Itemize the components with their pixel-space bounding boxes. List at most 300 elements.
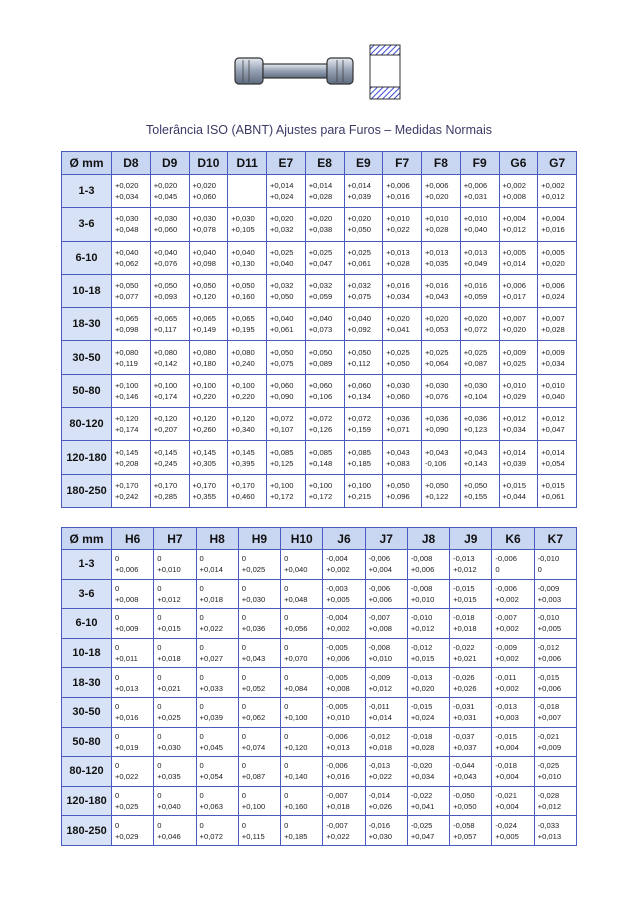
lower-deviation: +0,100 <box>153 380 178 390</box>
tolerance-cell <box>383 474 422 507</box>
lower-deviation: -0,020 <box>410 761 433 771</box>
upper-deviation: +0,050 <box>347 225 371 235</box>
upper-deviation: +0,057 <box>453 831 477 841</box>
upper-deviation: +0,040 <box>270 258 294 268</box>
row-header-range: 50-80 <box>62 727 112 757</box>
tolerance-cell <box>112 374 151 407</box>
lower-deviation: 0 <box>199 820 204 830</box>
tolerance-cell <box>499 175 538 208</box>
tolerance-cell <box>112 638 154 668</box>
tolerance-cell <box>365 786 407 816</box>
lower-deviation: -0,004 <box>326 554 348 564</box>
upper-deviation: +0,073 <box>308 325 333 335</box>
lower-deviation: +0,025 <box>463 347 488 357</box>
lower-deviation: +0,100 <box>270 480 294 490</box>
lower-deviation: +0,072 <box>270 414 294 424</box>
tolerance-cell <box>365 757 407 787</box>
tolerance-cell <box>228 175 267 208</box>
lower-deviation: +0,085 <box>270 447 294 457</box>
upper-deviation: +0,061 <box>270 325 294 335</box>
lower-deviation: -0,005 <box>326 702 348 712</box>
lower-deviation: +0,020 <box>347 214 371 224</box>
lower-deviation: -0,010 <box>537 554 560 564</box>
tolerance-cell <box>499 208 538 241</box>
tolerance-cell <box>460 474 499 507</box>
tolerance-cell <box>344 374 383 407</box>
lower-deviation: +0,020 <box>153 181 178 191</box>
lower-deviation: 0 <box>284 761 289 771</box>
upper-deviation: +0,056 <box>284 624 308 634</box>
column-header-f8: F8 <box>422 152 461 175</box>
upper-deviation: +0,015 <box>453 594 477 604</box>
upper-deviation: +0,025 <box>502 358 526 368</box>
lower-deviation: -0,058 <box>453 820 475 830</box>
tolerance-cell <box>189 408 228 441</box>
tolerance-cell <box>407 757 449 787</box>
lower-deviation: +0,170 <box>231 480 255 490</box>
tolerance-cell <box>238 786 280 816</box>
upper-deviation: +0,340 <box>231 425 255 435</box>
upper-deviation: +0,032 <box>270 225 294 235</box>
tolerance-cell <box>422 241 461 274</box>
upper-deviation: +0,016 <box>386 192 410 202</box>
lower-deviation: +0,065 <box>153 314 178 324</box>
lower-deviation: -0,013 <box>453 554 475 564</box>
upper-deviation: +0,034 <box>410 772 435 782</box>
hole-section-icon <box>370 45 400 99</box>
upper-deviation: +0,098 <box>192 258 216 268</box>
tolerance-cell <box>365 579 407 609</box>
lower-deviation: -0,004 <box>326 613 348 623</box>
upper-deviation: +0,089 <box>308 358 333 368</box>
lower-deviation: -0,021 <box>537 731 560 741</box>
upper-deviation: +0,041 <box>386 325 410 335</box>
lower-deviation: +0,020 <box>463 314 488 324</box>
lower-deviation: -0,007 <box>326 820 348 830</box>
upper-deviation: +0,220 <box>231 391 255 401</box>
upper-deviation: +0,018 <box>453 624 477 634</box>
row-header-range: 1-3 <box>62 550 112 580</box>
tolerance-cell <box>196 757 238 787</box>
lower-deviation: +0,032 <box>308 281 333 291</box>
lower-deviation: -0,014 <box>368 791 391 801</box>
upper-deviation: +0,028 <box>410 742 435 752</box>
tolerance-cell <box>238 757 280 787</box>
upper-deviation: +0,020 <box>502 325 526 335</box>
lower-deviation: +0,170 <box>115 480 139 490</box>
tolerance-cell <box>450 727 492 757</box>
upper-deviation: +0,002 <box>495 654 519 664</box>
lower-deviation: -0,013 <box>410 672 433 682</box>
tolerance-cell <box>422 208 461 241</box>
upper-deviation: +0,012 <box>157 594 181 604</box>
tolerance-cell <box>267 474 306 507</box>
lower-deviation: +0,080 <box>115 347 139 357</box>
upper-deviation: +0,016 <box>541 225 565 235</box>
lower-deviation: +0,100 <box>192 380 216 390</box>
lower-deviation: -0,006 <box>368 554 391 564</box>
upper-deviation: +0,013 <box>115 683 139 693</box>
lower-deviation: +0,036 <box>425 414 449 424</box>
lower-deviation: 0 <box>199 731 204 741</box>
lower-deviation: +0,050 <box>463 480 488 490</box>
tolerance-cell <box>238 727 280 757</box>
tolerance-cell <box>383 308 422 341</box>
tolerance-cell <box>112 727 154 757</box>
lower-deviation: -0,006 <box>368 583 391 593</box>
upper-deviation: +0,012 <box>537 802 562 812</box>
lower-deviation: +0,050 <box>425 480 449 490</box>
tolerance-cell <box>112 208 151 241</box>
lower-deviation: -0,010 <box>537 613 560 623</box>
tolerance-cell <box>228 208 267 241</box>
tolerance-cell <box>112 609 154 639</box>
tolerance-cell <box>383 208 422 241</box>
lower-deviation: -0,009 <box>537 583 560 593</box>
row-header-range: 3-6 <box>62 579 112 609</box>
tolerance-cell <box>323 816 365 846</box>
upper-deviation: +0,083 <box>386 458 410 468</box>
tolerance-cell <box>196 786 238 816</box>
upper-deviation: +0,134 <box>347 391 371 401</box>
upper-deviation: +0,018 <box>368 742 393 752</box>
tolerance-cell <box>492 697 534 727</box>
lower-deviation: +0,025 <box>425 347 449 357</box>
table-row <box>62 550 577 580</box>
upper-deviation: +0,010 <box>368 654 393 664</box>
upper-deviation: +0,024 <box>270 192 294 202</box>
upper-deviation: +0,029 <box>115 831 139 841</box>
upper-deviation: +0,040 <box>157 802 181 812</box>
lower-deviation: +0,040 <box>270 314 294 324</box>
tolerance-cell <box>534 668 576 698</box>
row-header-range: 18-30 <box>62 308 112 341</box>
upper-deviation: +0,062 <box>241 713 266 723</box>
lower-deviation: -0,044 <box>453 761 475 771</box>
tolerance-cell <box>450 786 492 816</box>
lower-deviation: -0,008 <box>368 643 391 653</box>
lower-deviation: +0,050 <box>347 347 371 357</box>
lower-deviation: -0,018 <box>453 613 475 623</box>
tolerance-cell <box>112 308 151 341</box>
lower-deviation: +0,016 <box>425 281 449 291</box>
table-row <box>62 579 577 609</box>
lower-deviation: +0,007 <box>541 314 565 324</box>
tolerance-cell <box>492 638 534 668</box>
upper-deviation: +0,075 <box>347 292 371 302</box>
lower-deviation: 0 <box>115 820 120 830</box>
tolerance-cell <box>492 757 534 787</box>
lower-deviation: 0 <box>284 613 289 623</box>
tolerance-cell <box>344 208 383 241</box>
tolerance-cell <box>281 579 323 609</box>
tolerance-cell <box>112 474 151 507</box>
tolerance-cell <box>499 408 538 441</box>
lower-deviation: -0,011 <box>368 702 390 712</box>
tolerance-cell <box>492 816 534 846</box>
lower-deviation: +0,050 <box>386 480 410 490</box>
lower-deviation: +0,145 <box>192 447 216 457</box>
tolerance-table-h-to-k <box>61 527 577 846</box>
tolerance-cell <box>154 579 196 609</box>
lower-deviation: 0 <box>241 731 247 741</box>
tolerance-cell <box>112 341 151 374</box>
upper-deviation: +0,048 <box>115 225 139 235</box>
tolerance-cell <box>492 609 534 639</box>
tolerance-cell <box>305 241 344 274</box>
tolerance-cell <box>422 441 461 474</box>
lower-deviation: 0 <box>157 613 162 623</box>
tolerance-cell <box>499 441 538 474</box>
lower-deviation: 0 <box>157 731 162 741</box>
lower-deviation: +0,025 <box>270 247 294 257</box>
upper-deviation: +0,006 <box>410 565 435 575</box>
tolerance-cell <box>450 609 492 639</box>
tolerance-cell <box>228 241 267 274</box>
upper-deviation: +0,050 <box>453 802 477 812</box>
table-row <box>62 441 577 474</box>
upper-deviation: +0,076 <box>153 258 178 268</box>
lower-deviation: +0,014 <box>347 181 371 191</box>
lower-deviation: +0,043 <box>425 447 449 457</box>
tolerance-cell <box>492 727 534 757</box>
upper-deviation: +0,148 <box>308 458 333 468</box>
row-header-range: 18-30 <box>62 668 112 698</box>
upper-deviation: +0,160 <box>231 292 255 302</box>
upper-deviation: +0,015 <box>157 624 181 634</box>
upper-deviation: +0,149 <box>192 325 216 335</box>
upper-deviation: +0,072 <box>463 325 488 335</box>
lower-deviation: +0,015 <box>541 480 565 490</box>
tolerance-cell <box>460 408 499 441</box>
upper-deviation: +0,014 <box>199 565 223 575</box>
tolerance-cell <box>538 308 577 341</box>
column-header-diameter: Ø mm <box>62 152 112 175</box>
upper-deviation: +0,006 <box>115 565 139 575</box>
lower-deviation: 0 <box>115 791 120 801</box>
lower-deviation: -0,022 <box>453 643 475 653</box>
upper-deviation: +0,012 <box>541 192 565 202</box>
upper-deviation: +0,034 <box>386 292 410 302</box>
column-header-e7: E7 <box>267 152 306 175</box>
tolerance-cell <box>154 668 196 698</box>
tolerance-cell <box>238 638 280 668</box>
upper-deviation: +0,007 <box>537 713 562 723</box>
upper-deviation: +0,174 <box>115 425 139 435</box>
upper-deviation: +0,033 <box>199 683 223 693</box>
tolerance-cell <box>460 374 499 407</box>
lower-deviation: +0,020 <box>192 181 216 191</box>
upper-deviation: +0,036 <box>241 624 266 634</box>
upper-deviation: +0,075 <box>270 358 294 368</box>
column-header-d11: D11 <box>228 152 267 175</box>
table-row <box>62 638 577 668</box>
upper-deviation: +0,025 <box>115 802 139 812</box>
table-row <box>62 274 577 307</box>
lower-deviation: 0 <box>241 820 247 830</box>
lower-deviation: +0,050 <box>270 347 294 357</box>
upper-deviation: +0,002 <box>495 624 519 634</box>
tolerance-cell <box>534 579 576 609</box>
tolerance-cell <box>267 241 306 274</box>
tolerance-cell <box>112 816 154 846</box>
lower-deviation: -0,006 <box>326 731 348 741</box>
tolerance-cell <box>422 374 461 407</box>
upper-deviation: +0,084 <box>284 683 308 693</box>
tolerance-cell <box>499 241 538 274</box>
upper-deviation: +0,026 <box>453 683 477 693</box>
upper-deviation: +0,004 <box>368 565 393 575</box>
column-header-f9: F9 <box>460 152 499 175</box>
column-header-diameter: Ø mm <box>62 528 112 550</box>
upper-deviation: +0,240 <box>231 358 255 368</box>
lower-deviation: +0,060 <box>347 380 371 390</box>
upper-deviation: +0,050 <box>270 292 294 302</box>
lower-deviation: +0,065 <box>115 314 139 324</box>
upper-deviation: +0,047 <box>410 831 435 841</box>
lower-deviation: +0,072 <box>347 414 371 424</box>
tolerance-cell <box>112 550 154 580</box>
lower-deviation: 0 <box>199 643 204 653</box>
tolerance-cell <box>365 816 407 846</box>
column-header-j8: J8 <box>407 528 449 550</box>
upper-deviation: +0,022 <box>386 225 410 235</box>
tolerance-cell <box>344 408 383 441</box>
tolerance-cell <box>534 609 576 639</box>
tolerance-cell <box>238 550 280 580</box>
table-row <box>62 308 577 341</box>
upper-deviation: +0,010 <box>410 594 435 604</box>
lower-deviation: -0,013 <box>495 702 517 712</box>
upper-deviation: +0,040 <box>463 225 488 235</box>
lower-deviation: +0,100 <box>115 380 139 390</box>
upper-deviation: +0,027 <box>199 654 223 664</box>
tolerance-cell <box>383 374 422 407</box>
tolerance-cell <box>407 638 449 668</box>
tolerance-cell <box>534 816 576 846</box>
table-row <box>62 474 577 507</box>
upper-deviation: +0,018 <box>157 654 181 664</box>
lower-deviation: +0,032 <box>347 281 371 291</box>
lower-deviation: 0 <box>157 820 162 830</box>
lower-deviation: +0,050 <box>153 281 178 291</box>
lower-deviation: -0,022 <box>410 791 433 801</box>
tolerance-cell <box>383 241 422 274</box>
lower-deviation: +0,005 <box>502 247 526 257</box>
lower-deviation: 0 <box>115 554 120 564</box>
upper-deviation: +0,006 <box>537 654 562 664</box>
upper-deviation: +0,122 <box>425 491 449 501</box>
tolerance-cell <box>189 175 228 208</box>
upper-deviation: +0,115 <box>241 831 265 841</box>
tolerance-cell <box>196 638 238 668</box>
tolerance-cell <box>281 727 323 757</box>
upper-deviation: +0,004 <box>495 742 519 752</box>
tolerance-cell <box>344 341 383 374</box>
lower-deviation: +0,050 <box>308 347 333 357</box>
table-row <box>62 727 577 757</box>
row-header-range: 10-18 <box>62 274 112 307</box>
lower-deviation: +0,145 <box>153 447 178 457</box>
tolerance-cell <box>383 175 422 208</box>
lower-deviation: +0,030 <box>425 380 449 390</box>
lower-deviation: +0,080 <box>192 347 216 357</box>
upper-deviation: +0,020 <box>425 192 449 202</box>
upper-deviation: +0,093 <box>153 292 178 302</box>
tolerance-cell <box>189 274 228 307</box>
tolerance-cell <box>383 408 422 441</box>
lower-deviation: +0,006 <box>463 181 488 191</box>
upper-deviation: +0,024 <box>541 292 565 302</box>
lower-deviation: -0,037 <box>453 731 475 741</box>
table-row <box>62 816 577 846</box>
upper-deviation: +0,120 <box>284 742 308 752</box>
upper-deviation: +0,160 <box>284 802 308 812</box>
lower-deviation: -0,025 <box>410 820 433 830</box>
upper-deviation: +0,017 <box>502 292 526 302</box>
table-row <box>62 175 577 208</box>
upper-deviation: +0,060 <box>192 192 216 202</box>
lower-deviation: 0 <box>284 820 289 830</box>
lower-deviation: 0 <box>157 554 162 564</box>
tolerance-cell <box>112 697 154 727</box>
row-header-range: 6-10 <box>62 609 112 639</box>
tolerance-cell <box>305 408 344 441</box>
upper-deviation: +0,025 <box>241 565 266 575</box>
lower-deviation: +0,004 <box>502 214 526 224</box>
tolerance-cell <box>189 374 228 407</box>
upper-deviation: +0,019 <box>115 742 139 752</box>
tolerance-cell <box>383 274 422 307</box>
tolerance-cell <box>238 609 280 639</box>
tolerance-cell <box>450 579 492 609</box>
lower-deviation: 0 <box>241 554 247 564</box>
upper-deviation: +0,076 <box>425 391 449 401</box>
upper-deviation: +0,035 <box>157 772 181 782</box>
tolerance-cell <box>538 408 577 441</box>
tolerance-cell <box>538 374 577 407</box>
upper-deviation: +0,012 <box>368 683 393 693</box>
upper-deviation: +0,104 <box>463 391 488 401</box>
tolerance-cell <box>112 175 151 208</box>
lower-deviation: 0 <box>199 672 204 682</box>
tolerance-cell <box>534 786 576 816</box>
lower-deviation: 0 <box>199 791 204 801</box>
upper-deviation: +0,045 <box>153 192 178 202</box>
lower-deviation: +0,010 <box>386 214 410 224</box>
upper-deviation: +0,059 <box>463 292 488 302</box>
lower-deviation: +0,080 <box>231 347 255 357</box>
upper-deviation: +0,048 <box>284 594 308 604</box>
tolerance-cell <box>228 341 267 374</box>
upper-deviation: +0,034 <box>115 192 139 202</box>
table-header-row <box>62 152 577 175</box>
upper-deviation: +0,012 <box>453 565 477 575</box>
upper-deviation: +0,119 <box>115 358 138 368</box>
upper-deviation: +0,100 <box>241 802 266 812</box>
upper-deviation: +0,035 <box>425 258 449 268</box>
upper-deviation: +0,044 <box>502 491 526 501</box>
column-header-d9: D9 <box>150 152 189 175</box>
lower-deviation: +0,170 <box>153 480 178 490</box>
upper-deviation: +0,355 <box>192 491 216 501</box>
tolerance-cell <box>323 757 365 787</box>
tolerance-cell <box>305 308 344 341</box>
upper-deviation: +0,047 <box>541 425 565 435</box>
upper-deviation: +0,090 <box>425 425 449 435</box>
upper-deviation: 0 <box>537 565 542 575</box>
tolerance-cell <box>228 308 267 341</box>
